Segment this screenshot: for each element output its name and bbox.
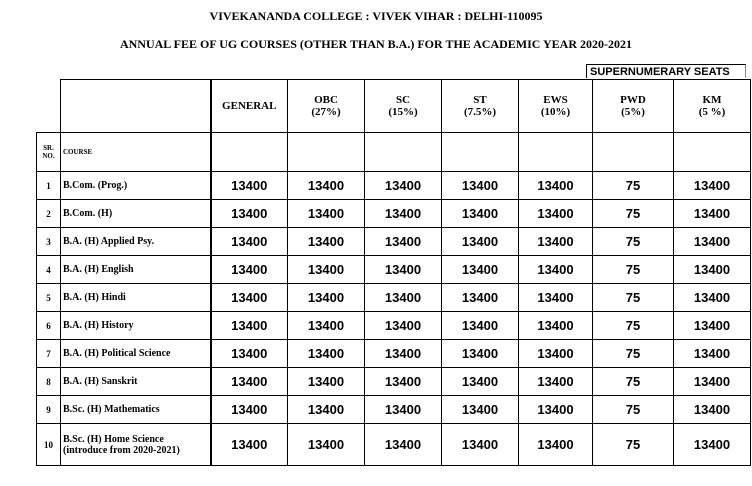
- fee-cell: 13400: [519, 200, 593, 228]
- fee-cell: 13400: [442, 396, 519, 424]
- course-name-cell: B.Com. (Prog.): [61, 172, 211, 200]
- course-name-cell: B.Sc. (H) Mathematics: [61, 396, 211, 424]
- course-name-cell: B.Com. (H): [61, 200, 211, 228]
- fee-cell: 13400: [442, 172, 519, 200]
- fee-cell: 13400: [442, 424, 519, 466]
- fee-cell: 13400: [288, 200, 365, 228]
- fee-cell: 13400: [288, 424, 365, 466]
- course-name-cell: B.A. (H) History: [61, 312, 211, 340]
- fee-cell: 13400: [519, 228, 593, 256]
- empty-cell: [211, 133, 288, 172]
- fee-cell: 13400: [442, 368, 519, 396]
- fee-cell: 13400: [211, 172, 288, 200]
- course-name-cell: B.A. (H) Applied Psy.: [61, 228, 211, 256]
- table-row: [37, 200, 751, 228]
- fee-cell: 13400: [211, 424, 288, 466]
- col-header-st: ST (7.5%): [442, 80, 519, 133]
- fee-cell: 13400: [674, 340, 751, 368]
- sr-no-cell: 2: [37, 200, 61, 228]
- empty-cell: [593, 133, 674, 172]
- course-name-cell: B.A. (H) English: [61, 256, 211, 284]
- fee-cell: 13400: [674, 424, 751, 466]
- college-title: VIVEKANANDA COLLEGE : VIVEK VIHAR : DELHI-110095: [209, 9, 543, 23]
- fee-cell: 13400: [288, 368, 365, 396]
- fee-cell: 75: [593, 368, 674, 396]
- fee-cell: 13400: [365, 284, 442, 312]
- fee-cell: 13400: [288, 256, 365, 284]
- sr-no-cell: 5: [37, 284, 61, 312]
- sr-no-cell: 8: [37, 368, 61, 396]
- table-row: [37, 172, 751, 200]
- supernumerary-seats-label: SUPERNUMERARY SEATS: [586, 64, 746, 78]
- course-name-cell: B.A. (H) Hindi: [61, 284, 211, 312]
- fee-cell: 13400: [442, 200, 519, 228]
- empty-cell: [674, 133, 751, 172]
- table-row: [37, 340, 751, 368]
- col-header-ews: EWS (10%): [519, 80, 593, 133]
- course-name-cell: B.Sc. (H) Home Science (introduce from 2020-2021): [61, 424, 211, 466]
- course-header: COURSE: [61, 133, 211, 172]
- document-subtitle: ANNUAL FEE OF UG COURSES (OTHER THAN B.A.) FOR THE ACADEMIC YEAR 2020-2021: [119, 37, 633, 51]
- empty-cell: [365, 133, 442, 172]
- sr-no-cell: 4: [37, 256, 61, 284]
- sr-no-cell: 10: [37, 424, 61, 466]
- fee-cell: 13400: [288, 228, 365, 256]
- fee-cell: 13400: [288, 172, 365, 200]
- fee-cell: 13400: [442, 284, 519, 312]
- fee-table: [36, 79, 751, 466]
- fee-cell: 13400: [365, 228, 442, 256]
- fee-cell: 13400: [442, 256, 519, 284]
- course-header-row: [37, 133, 751, 172]
- header-spacer: [37, 80, 61, 133]
- fee-cell: 13400: [365, 256, 442, 284]
- fee-cell: 13400: [674, 396, 751, 424]
- sr-no-cell: 1: [37, 172, 61, 200]
- fee-cell: 13400: [519, 340, 593, 368]
- fee-cell: 13400: [519, 172, 593, 200]
- fee-cell: 13400: [365, 340, 442, 368]
- table-row: [37, 256, 751, 284]
- course-name-cell: B.A. (H) Political Science: [61, 340, 211, 368]
- fee-cell: 13400: [365, 200, 442, 228]
- column-header-row: [37, 80, 751, 133]
- fee-cell: 13400: [365, 424, 442, 466]
- empty-cell: [288, 133, 365, 172]
- fee-cell: 13400: [365, 368, 442, 396]
- fee-cell: 13400: [365, 396, 442, 424]
- course-name-cell: B.A. (H) Sanskrit: [61, 368, 211, 396]
- fee-cell: 13400: [211, 200, 288, 228]
- sr-no-cell: 6: [37, 312, 61, 340]
- table-row: [37, 396, 751, 424]
- fee-cell: 13400: [442, 312, 519, 340]
- fee-cell: 13400: [288, 340, 365, 368]
- col-header-sc: SC (15%): [365, 80, 442, 133]
- fee-cell: 13400: [365, 172, 442, 200]
- fee-cell: 75: [593, 340, 674, 368]
- fee-cell: 13400: [288, 396, 365, 424]
- col-header-general: GENERAL: [211, 80, 288, 133]
- fee-cell: 13400: [674, 200, 751, 228]
- table-row: [37, 312, 751, 340]
- table-row: [37, 424, 751, 466]
- fee-cell: 13400: [211, 340, 288, 368]
- sr-no-header: SR. NO.: [37, 133, 61, 172]
- fee-cell: 13400: [288, 312, 365, 340]
- fee-cell: 13400: [211, 396, 288, 424]
- col-header-obc: OBC (27%): [288, 80, 365, 133]
- fee-cell: 75: [593, 424, 674, 466]
- fee-cell: 13400: [442, 228, 519, 256]
- fee-cell: 13400: [674, 256, 751, 284]
- fee-cell: 13400: [211, 284, 288, 312]
- fee-cell: 13400: [211, 312, 288, 340]
- sr-no-cell: 9: [37, 396, 61, 424]
- empty-cell: [442, 133, 519, 172]
- fee-cell: 13400: [211, 256, 288, 284]
- col-header-km: KM (5 %): [674, 80, 751, 133]
- header-spacer-course: [61, 80, 211, 133]
- table-row: [37, 228, 751, 256]
- fee-cell: 13400: [365, 312, 442, 340]
- fee-cell: 75: [593, 228, 674, 256]
- fee-cell: 13400: [674, 172, 751, 200]
- empty-cell: [519, 133, 593, 172]
- fee-cell: 13400: [519, 312, 593, 340]
- fee-cell: 75: [593, 396, 674, 424]
- fee-cell: 13400: [211, 368, 288, 396]
- table-row: [37, 368, 751, 396]
- fee-cell: 13400: [519, 284, 593, 312]
- fee-cell: 13400: [442, 340, 519, 368]
- fee-cell: 13400: [674, 368, 751, 396]
- fee-cell: 75: [593, 256, 674, 284]
- fee-cell: 13400: [674, 312, 751, 340]
- fee-cell: 13400: [519, 396, 593, 424]
- fee-cell: 13400: [288, 284, 365, 312]
- fee-cell: 75: [593, 172, 674, 200]
- col-header-pwd: PWD (5%): [593, 80, 674, 133]
- fee-cell: 13400: [519, 424, 593, 466]
- fee-cell: 75: [593, 312, 674, 340]
- fee-cell: 13400: [674, 284, 751, 312]
- fee-cell: 75: [593, 200, 674, 228]
- sr-no-cell: 7: [37, 340, 61, 368]
- fee-cell: 13400: [211, 228, 288, 256]
- fee-cell: 13400: [519, 368, 593, 396]
- sr-no-cell: 3: [37, 228, 61, 256]
- fee-cell: 13400: [674, 228, 751, 256]
- table-row: [37, 284, 751, 312]
- fee-cell: 75: [593, 284, 674, 312]
- fee-cell: 13400: [519, 256, 593, 284]
